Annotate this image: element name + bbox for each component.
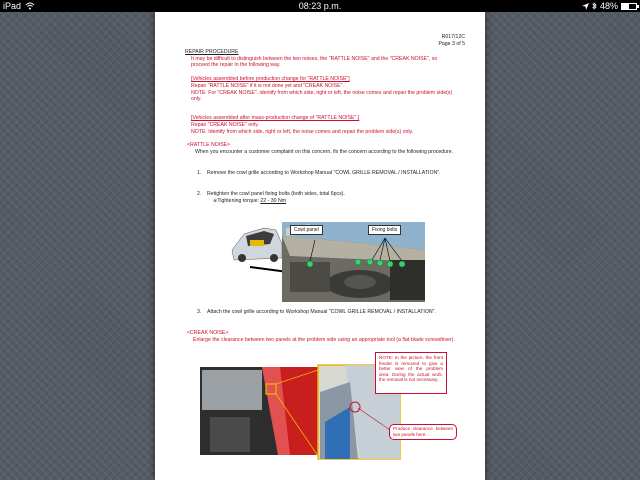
battery-fill (622, 4, 629, 9)
cowl-panel-label: Cowl panel (290, 225, 323, 235)
section-heading: REPAIR PROCEDURE (185, 49, 239, 55)
status-right (582, 0, 637, 12)
before-header: [Vehicles assembled before production change for "RATTLE NOISE"] (191, 76, 350, 82)
torque-value: 22 - 30 Nm (260, 198, 287, 204)
document-page[interactable] (155, 12, 485, 480)
after-header: [Vehicles assembled after mass-production change of "RATTLE NOISE".] (191, 115, 360, 121)
step2-num: 2. (197, 191, 202, 197)
step2-text: Retighten the cowl panel fixing bolts (both sides, total 6pcs). (207, 191, 345, 197)
after-note: NOTE: Identify from which side, right or left, the noise comes and repair the problem side(s) only. (191, 129, 414, 135)
creak-title: <CREAK NOISE> (187, 330, 229, 336)
bluetooth-icon (592, 2, 597, 10)
clock: 08:23 p.m. (298, 1, 342, 11)
before-note: NOTE: For "CREAK NOISE", identify from which side, right or left, the noise comes and repair the problem side(s) only. (191, 90, 453, 103)
produce-clearance-box: Produce clearance between two panels here. (389, 424, 457, 440)
step1-num: 1. (197, 170, 202, 176)
after-repair: Repair "CREAK NOISE" only. (191, 122, 259, 128)
step1-text: Remove the cowl grille according to Workshop Manual "COWL GRILLE REMOVAL / INSTALLATION". (207, 170, 441, 176)
door-interior-photo (200, 367, 318, 455)
battery-percent: 48% (599, 1, 618, 11)
step3-num: 3. (197, 309, 202, 315)
ref-code: R017/12C (441, 34, 465, 40)
battery-icon (621, 3, 637, 10)
note-box: NOTE: In the picture, the front fender is removed to give a better view of the problem area. During the actual work, the removal is not necessary. (375, 352, 447, 394)
location-arrow-icon (582, 3, 589, 10)
torque-spec (213, 198, 286, 204)
device-name: iPad (3, 1, 22, 11)
page-number: Page 3 of 5 (438, 41, 465, 47)
before-repair: Repair "RATTLE NOISE" if it is not done yet and "CREAK NOISE". (191, 83, 344, 89)
status-bar (0, 0, 640, 12)
creak-intro: Enlarge the clearance between two panels at the problem side using an appropriate tool (a flat-blade screwdriver). (193, 337, 455, 343)
rattle-title: <RATTLE NOISE> (187, 142, 231, 148)
rattle-intro: When you encounter a customer complaint on this concern, fix the concern according to the following procedure. (195, 149, 454, 155)
fixing-bolts-label: Fixing bolts (368, 225, 401, 235)
cowl-panel-photo (230, 222, 425, 302)
torque-label: ※Tightening torque: (213, 198, 261, 204)
step3-text: Attach the cowl grille according to Workshop Manual "COWL GRILLE REMOVAL / INSTALLATION". (207, 309, 436, 315)
intro-text: It may be difficult to distinguish between the two noises, the "RATTLE NOISE" and the "CREAK NOISE", so proceed the repair in the following way. (191, 56, 438, 69)
